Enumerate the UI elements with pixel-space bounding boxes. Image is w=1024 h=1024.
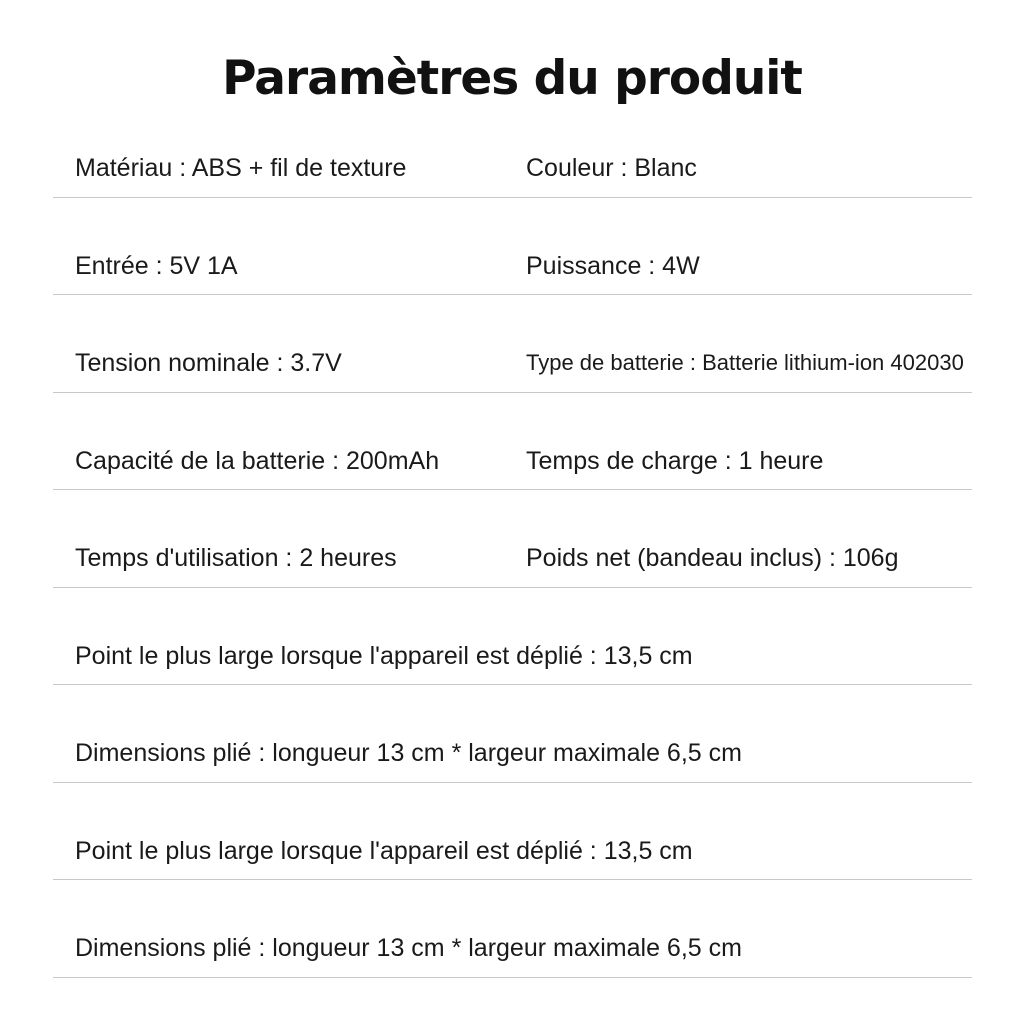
spec-charge-time: Temps de charge : 1 heure	[526, 446, 824, 475]
spec-unfolded-width: Point le plus large lorsque l'appareil est déplié : 13,5 cm	[75, 641, 693, 670]
spec-nominal-voltage: Tension nominale : 3.7V	[75, 349, 342, 377]
spec-battery-capacity: Capacité de la batterie : 200mAh	[75, 446, 440, 475]
spec-battery-type: Type de batterie : Batterie lithium-ion 402030	[526, 350, 964, 375]
page-title: Paramètres du produit	[222, 51, 802, 106]
spec-table	[53, 100, 972, 978]
spec-row	[53, 393, 972, 491]
spec-color: Couleur : Blanc	[526, 154, 697, 182]
spec-row	[53, 198, 972, 296]
spec-power: Puissance : 4W	[526, 251, 700, 280]
spec-usage-time: Temps d'utilisation : 2 heures	[75, 544, 397, 572]
spec-folded-dimensions: Dimensions plié : longueur 13 cm * largeur maximale 6,5 cm	[75, 739, 742, 767]
spec-net-weight: Poids net (bandeau inclus) : 106g	[526, 544, 899, 572]
spec-row	[53, 295, 972, 393]
spec-row	[53, 783, 972, 881]
spec-row	[53, 100, 972, 198]
spec-unfolded-width: Point le plus large lorsque l'appareil est déplié : 13,5 cm	[75, 836, 693, 865]
spec-row	[53, 490, 972, 588]
spec-material: Matériau : ABS + fil de texture	[75, 154, 407, 182]
spec-row	[53, 588, 972, 686]
spec-row	[53, 685, 972, 783]
spec-input: Entrée : 5V 1A	[75, 251, 238, 280]
spec-row	[53, 880, 972, 978]
spec-folded-dimensions: Dimensions plié : longueur 13 cm * largeur maximale 6,5 cm	[75, 934, 742, 962]
